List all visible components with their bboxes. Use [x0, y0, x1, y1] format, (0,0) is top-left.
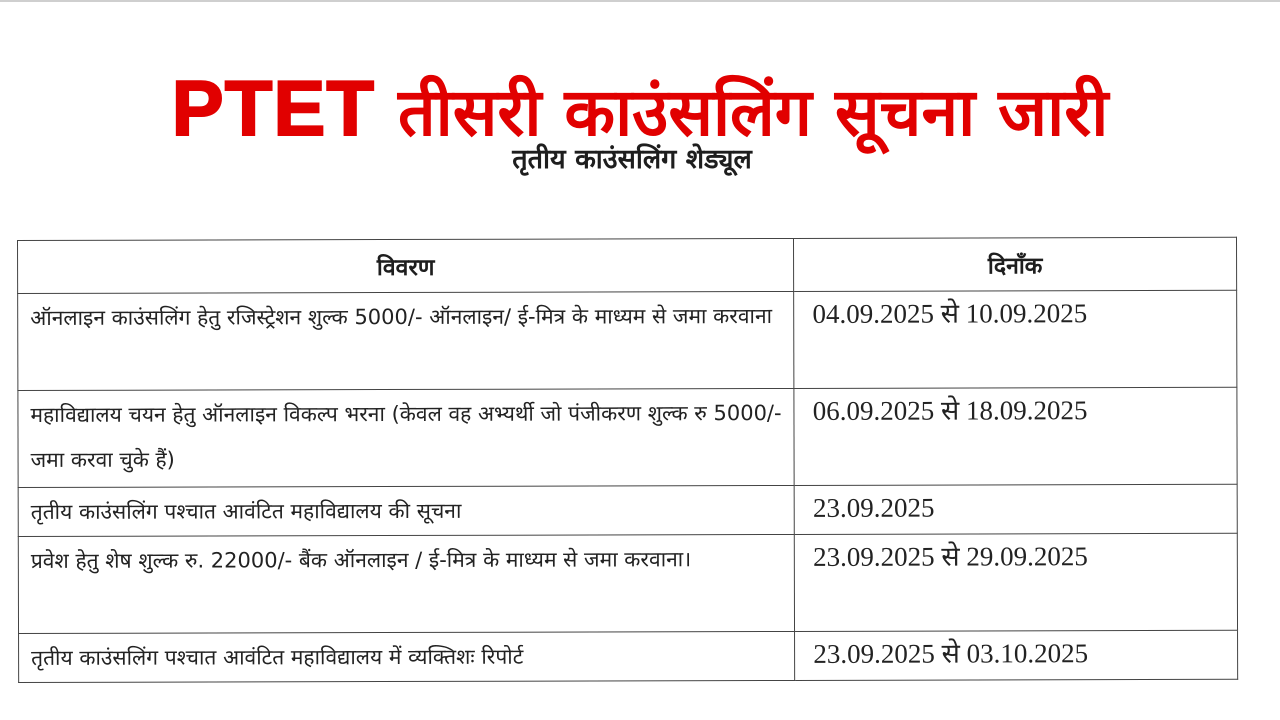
- column-header-description: विवरण: [18, 238, 794, 293]
- table-row: [19, 630, 1238, 682]
- schedule-title: तृतीय काउंसलिंग शेड्यूल: [512, 144, 752, 175]
- table-row: [18, 290, 1237, 390]
- table-row: [18, 533, 1237, 633]
- headline-announcement: तीसरी काउंसलिंग सूचना जारी: [398, 74, 1109, 152]
- date-cell: 23.09.2025 से 29.09.2025: [795, 533, 1238, 631]
- headline-exam-name: PTET: [171, 64, 376, 153]
- description-cell: तृतीय काउंसलिंग पश्चात आवंटित महाविद्यालय में व्यक्तिशः रिपोर्ट: [19, 631, 795, 682]
- description-cell: ऑनलाइन काउंसलिंग हेतु रजिस्ट्रेशन शुल्क 5000/- ऑनलाइन/ ई-मित्र के माध्यम से जमा करवाना: [18, 291, 794, 390]
- column-header-date: दिनाँक: [794, 237, 1237, 291]
- date-cell: 23.09.2025: [794, 484, 1237, 534]
- top-divider: [0, 0, 1280, 2]
- date-cell: 06.09.2025 से 18.09.2025: [794, 387, 1237, 485]
- table-header-row: [18, 237, 1237, 293]
- description-cell: महाविद्यालय चयन हेतु ऑनलाइन विकल्प भरना (केवल वह अभ्यर्थी जो पंजीकरण शुल्क रु 5000/- जमा करवा चुके हैं): [18, 388, 794, 487]
- date-cell: 23.09.2025 से 03.10.2025: [795, 630, 1238, 680]
- table-row: [18, 387, 1237, 487]
- description-cell: प्रवेश हेतु शेष शुल्क रु. 22000/- बैंक ऑनलाइन / ई-मित्र के माध्यम से जमा करवाना।: [18, 534, 794, 633]
- table-row: [18, 484, 1237, 536]
- description-cell: तृतीय काउंसलिंग पश्चात आवंटित महाविद्यालय की सूचना: [18, 485, 794, 536]
- counselling-schedule-table: [17, 237, 1238, 683]
- date-cell: 04.09.2025 से 10.09.2025: [794, 290, 1237, 388]
